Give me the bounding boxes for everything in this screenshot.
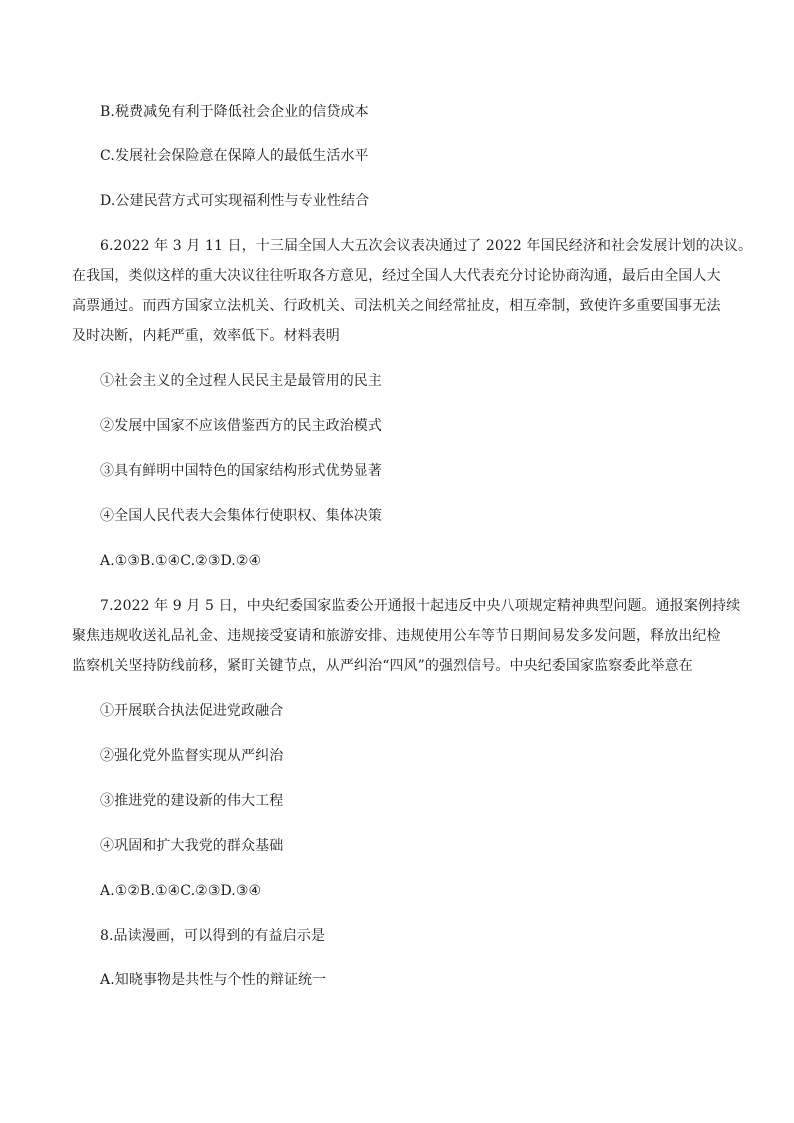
q5-option-b: B.税费减免有利于降低社会企业的信贷成本 — [100, 104, 369, 120]
q7-statement: ④巩固和扩大我党的群众基础 — [100, 838, 284, 854]
q6-statement: ④全国人民代表大会集体行使职权、集体决策 — [100, 508, 382, 524]
q6-statement: ③具有鲜明中国特色的国家结构形式优势显著 — [100, 463, 382, 479]
q6-stem-line: 高票通过。而西方国家立法机关、行政机关、司法机关之间经常扯皮，相互牵制，致使许多重要国事无法 — [72, 298, 721, 314]
q5-option-c: C.发展社会保险意在保障人的最低生活水平 — [100, 148, 369, 164]
q7-choices: A.①②B.①④C.②③D.③④ — [100, 883, 262, 899]
q7-statement: ②强化党外监督实现从严纠治 — [100, 748, 284, 764]
q8-option-a: A.知晓事物是共性与个性的辩证统一 — [100, 972, 327, 988]
q7-statement: ①开展联合执法促进党政融合 — [100, 703, 284, 719]
q6-choices: A.①③B.①④C.②③D.②④ — [100, 553, 262, 569]
q6-statement: ②发展中国家不应该借鉴西方的民主政治模式 — [100, 418, 382, 434]
q6-stem-line: 及时决断，内耗严重，效率低下。材料表明 — [72, 328, 340, 344]
q7-stem-line: 监察机关坚持防线前移，紧盯关键节点，从严纠治“四风”的强烈信号。中央纪委国家监察委此举意在 — [72, 658, 693, 674]
q5-option-d: D.公建民营方式可实现福利性与专业性结合 — [100, 193, 370, 209]
q7-statement: ③推进党的建设新的伟大工程 — [100, 793, 284, 809]
q8-stem: 8.品读漫画，可以得到的有益启示是 — [100, 928, 326, 944]
q7-stem-line: 聚焦违规收送礼品礼金、违规接受宴请和旅游安排、违规使用公车等节日期间易发多发问题，释放出纪检 — [72, 628, 721, 644]
q7-stem-line: 7.2022 年 9 月 5 日，中央纪委国家监委公开通报十起违反中央八项规定精神典型问题。通报案例持续 — [100, 598, 741, 614]
q6-stem-line: 在我国，类似这样的重大决议往往听取各方意见，经过全国人大代表充分讨论协商沟通，最后由全国人大 — [72, 268, 721, 284]
q6-stem-line: 6.2022 年 3 月 11 日，十三届全国人大五次会议表决通过了 2022 年国民经济和社会发展计划的决议。 — [100, 238, 753, 254]
q6-statement: ①社会主义的全过程人民民主是最管用的民主 — [100, 373, 382, 389]
